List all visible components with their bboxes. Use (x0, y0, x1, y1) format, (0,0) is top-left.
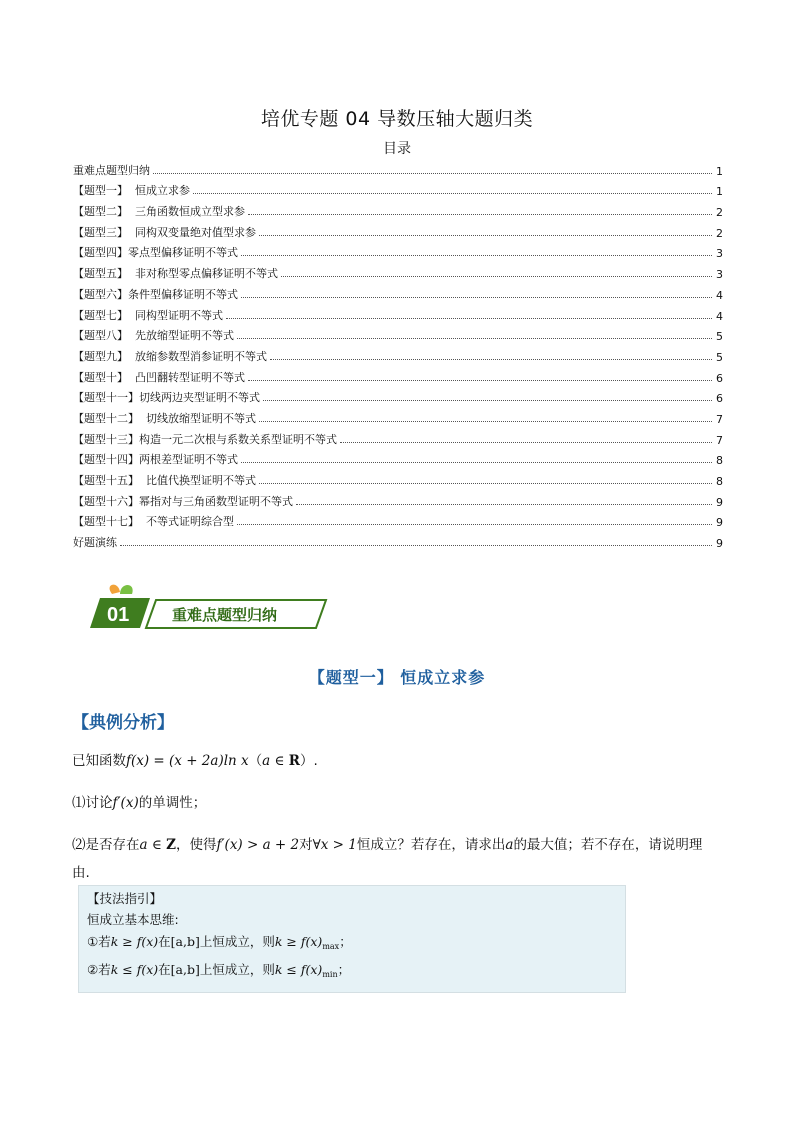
toc-row[interactable] (73, 198, 723, 219)
toc-page-number: 3 (716, 247, 723, 261)
stem-cond-var: a (262, 753, 271, 769)
tip3-mid2: 上恒成立，则 (199, 962, 275, 977)
toc-label[interactable]: 好题演练 (73, 536, 117, 550)
example-heading: 【典例分析】 (72, 713, 174, 733)
toc-row[interactable] (73, 529, 723, 550)
tip3-result: k ≤ f(x) (274, 962, 323, 977)
tip-line-2 (87, 932, 352, 951)
technique-tip-box (78, 885, 626, 993)
q2-prefix: ⑵是否存在 (72, 837, 140, 853)
toc-leader-dots (237, 338, 712, 339)
toc-row[interactable] (73, 260, 723, 281)
toc-row[interactable] (73, 178, 723, 199)
toc-page-number: 9 (716, 537, 723, 551)
toc-label[interactable]: 【题型十四】两根差型证明不等式 (73, 453, 238, 467)
toc-row[interactable] (73, 385, 723, 406)
toc-page-number: 5 (716, 350, 723, 364)
toc-row[interactable] (73, 240, 723, 261)
tip2-interval: [a,b] (170, 934, 200, 949)
toc-leader-dots (296, 504, 712, 505)
toc-row[interactable] (73, 343, 723, 364)
toc-page-number: 9 (716, 516, 723, 530)
problem-stem (72, 747, 722, 775)
toc-row[interactable] (73, 467, 723, 488)
toc-label[interactable]: 【题型七】 同构型证明不等式 (73, 308, 223, 322)
banner-number: 01 (107, 604, 130, 626)
tip3-sub: min (322, 970, 338, 979)
toc-label[interactable]: 【题型十二】 切线放缩型证明不等式 (73, 411, 256, 425)
q2-tail: 由. (72, 865, 90, 881)
tip2-result: k ≥ f(x) (274, 934, 323, 949)
tip3-prefix: ②若 (87, 962, 111, 977)
toc-row[interactable] (73, 157, 723, 178)
section-banner (90, 582, 330, 634)
question-1 (72, 789, 722, 817)
toc-page-number: 8 (716, 454, 723, 468)
tip2-prefix: ①若 (87, 934, 111, 949)
tip3-math: k ≤ f(x) (110, 962, 159, 977)
q2-forall: ∀x > 1 (312, 837, 357, 853)
question-2 (72, 831, 722, 887)
toc-row[interactable] (73, 405, 723, 426)
toc-row[interactable] (73, 364, 723, 385)
q2-mid3: 恒成立？若存在，请求出 (356, 837, 506, 853)
toc-leader-dots (263, 400, 712, 401)
toc-label[interactable]: 重难点题型归纳 (73, 163, 150, 177)
tip2-mid: 在 (158, 934, 171, 949)
toc-row[interactable] (73, 426, 723, 447)
toc-leader-dots (241, 255, 712, 256)
q2-inequality: f′(x) > a + 2 (216, 837, 300, 853)
toc-page-number: 4 (716, 309, 723, 323)
toc-row[interactable] (73, 281, 723, 302)
toc-row[interactable] (73, 509, 723, 530)
q1-prefix: ⑴讨论 (72, 795, 113, 811)
tip2-sub: max (322, 942, 340, 951)
toc-label[interactable]: 【题型十七】 不等式证明综合型 (73, 515, 234, 529)
toc-page-number: 9 (716, 495, 723, 509)
toc-page-number: 1 (716, 164, 723, 178)
toc-row[interactable] (73, 488, 723, 509)
toc-leader-dots (259, 421, 712, 422)
toc-page-number: 7 (716, 412, 723, 426)
q2-mid4: 的最大值；若不存在，请说明理 (513, 837, 703, 853)
toc-page-number: 2 (716, 226, 723, 240)
toc-label[interactable]: 【题型三】 同构双变量绝对值型求参 (73, 225, 256, 239)
q2-cond: a ∈ (139, 837, 167, 853)
toc-page-number: 4 (716, 288, 723, 302)
toc-page-number: 3 (716, 268, 723, 282)
q1-suffix: 的单调性； (138, 795, 207, 811)
toc-leader-dots (259, 235, 712, 236)
toc-label[interactable]: 【题型十五】 比值代换型证明不等式 (73, 474, 256, 487)
toc-page-number: 1 (716, 185, 723, 199)
toc-label[interactable]: 【题型八】 先放缩型证明不等式 (73, 329, 234, 343)
toc-page-number: 5 (716, 330, 723, 344)
tip3-end: ； (337, 962, 351, 977)
toc-leader-dots (241, 297, 712, 298)
leaf-orange-icon (110, 585, 120, 594)
toc-leader-dots (120, 545, 712, 546)
toc-leader-dots (259, 483, 712, 484)
tip2-math: k ≥ f(x) (110, 934, 159, 949)
type-heading: 【题型一】 恒成立求参 (308, 668, 486, 687)
toc-row[interactable] (73, 323, 723, 344)
toc-leader-dots (248, 380, 712, 381)
stem-prefix: 已知函数 (72, 753, 126, 769)
tip3-mid: 在 (158, 962, 171, 977)
q1-function: f′(x) (112, 795, 139, 811)
toc-label[interactable]: 【题型九】 放缩参数型消参证明不等式 (73, 349, 267, 363)
toc-label[interactable]: 【题型五】 非对称型零点偏移证明不等式 (73, 267, 278, 281)
toc-row[interactable] (73, 302, 723, 323)
tip-line-1: 恒成立基本思维: (87, 912, 179, 927)
q2-set: Z (166, 837, 176, 853)
toc-page-number: 6 (716, 371, 723, 385)
toc-heading: 目录 (383, 141, 411, 157)
tip2-end: ； (339, 934, 352, 949)
toc-leader-dots (248, 214, 712, 215)
toc-leader-dots (281, 276, 712, 277)
stem-function: f(x) = (x + 2a)ln x (126, 753, 249, 769)
toc-label[interactable]: 【题型十三】构造一元二次根与系数关系型证明不等式 (73, 432, 337, 446)
tip3-interval: [a,b] (170, 962, 200, 977)
toc-page-number: 6 (716, 392, 723, 406)
stem-cond-in: ∈ (270, 753, 289, 769)
toc-label[interactable]: 【题型六】条件型偏移证明不等式 (73, 287, 238, 301)
toc-label[interactable]: 【题型二】 三角函数恒成立型求参 (73, 205, 245, 219)
toc-row[interactable] (73, 219, 723, 240)
toc-leader-dots (241, 462, 712, 463)
banner-title: 重难点题型归纳 (172, 606, 278, 624)
tip2-mid2: 上恒成立，则 (199, 934, 275, 949)
toc-leader-dots (237, 524, 712, 525)
table-of-contents (73, 157, 723, 550)
tip-line-3 (87, 960, 350, 979)
stem-cond-set: R (288, 753, 301, 769)
toc-label[interactable]: 【题型一】 恒成立求参 (73, 184, 190, 198)
toc-page-number: 8 (716, 475, 723, 488)
q2-var: a (505, 837, 514, 853)
toc-row[interactable] (73, 447, 723, 468)
toc-page-number: 7 (716, 433, 723, 447)
toc-label[interactable]: 【题型十六】幂指对与三角函数型证明不等式 (73, 494, 293, 508)
q2-mid1: ，使得 (175, 837, 217, 853)
toc-leader-dots (153, 173, 712, 174)
stem-cond-close: ）. (300, 753, 318, 769)
toc-label[interactable]: 【题型四】零点型偏移证明不等式 (73, 246, 238, 260)
q2-mid2: 对 (299, 837, 313, 853)
toc-page-number: 2 (716, 206, 723, 220)
stem-cond-open: （ (248, 753, 263, 769)
toc-label[interactable]: 【题型十一】切线两边夹型证明不等式 (73, 391, 260, 405)
tip-title: 【技法指引】 (87, 891, 163, 906)
toc-leader-dots (270, 359, 712, 360)
page-title: 培优专题 04 导数压轴大题归类 (260, 108, 534, 130)
toc-leader-dots (226, 318, 712, 319)
toc-label[interactable]: 【题型十】 凸凹翻转型证明不等式 (73, 370, 245, 384)
toc-leader-dots (193, 193, 712, 194)
toc-leader-dots (340, 442, 712, 443)
leaf-green-icon (120, 585, 133, 594)
